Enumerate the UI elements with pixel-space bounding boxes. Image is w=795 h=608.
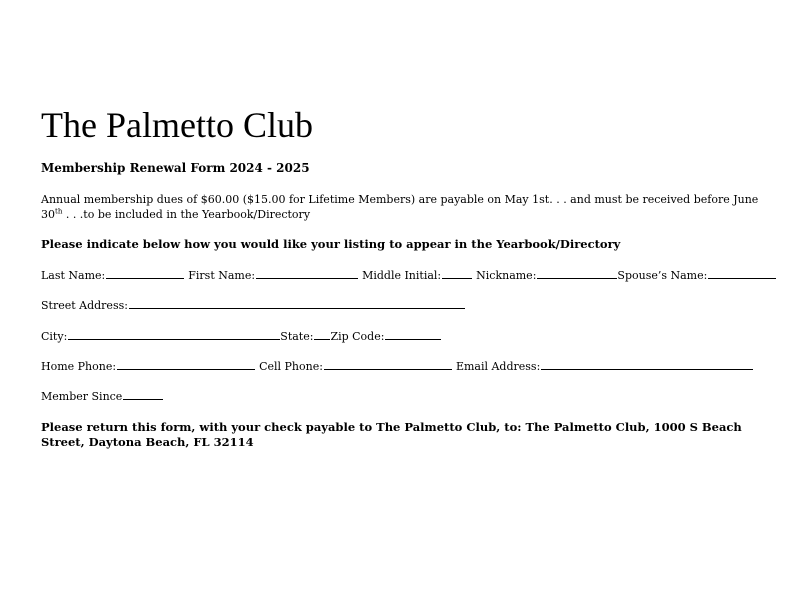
city-field[interactable]: [68, 329, 280, 340]
page-title: The Palmetto Club: [41, 105, 313, 145]
cell-phone-field[interactable]: [324, 359, 452, 370]
first-name-label: First Name:: [188, 269, 256, 282]
cell-phone-label: Cell Phone:: [259, 360, 323, 373]
state-label: State:: [280, 330, 314, 343]
last-name-label: Last Name:: [41, 269, 106, 282]
dues-text-part2: . . .to be included in the Yearbook/Directory: [62, 208, 311, 221]
zip-code-field[interactable]: [385, 329, 441, 340]
member-since-field[interactable]: [123, 389, 163, 400]
names-row: [41, 268, 776, 282]
nickname-label: Nickname:: [476, 269, 537, 282]
listing-instruction: Please indicate below how you would like your listing to appear in the Yearbook/Directory: [41, 237, 621, 251]
email-field[interactable]: [541, 359, 753, 370]
email-label: Email Address:: [455, 360, 541, 373]
home-phone-label: Home Phone:: [41, 360, 117, 373]
home-phone-field[interactable]: [117, 359, 255, 370]
dues-text-part1: Annual membership dues of $60.00 ($15.00 for Lifetime Members) are payable on May 1st. . . and must be received before June 30: [41, 193, 759, 221]
middle-initial-label: Middle Initial:: [362, 269, 442, 282]
street-address-label: Street Address:: [41, 299, 128, 312]
contact-row: [41, 359, 757, 373]
return-instructions: Please return this form, with your check payable to The Palmetto Club, to: The Palmetto Club, 1000 S Beach Street, Daytona Beach, FL 32114: [41, 420, 742, 449]
first-name-field[interactable]: [256, 268, 358, 279]
nickname-field[interactable]: [537, 268, 617, 279]
member-since-label: Member Since: [41, 390, 123, 403]
form-subtitle: Membership Renewal Form 2024 - 2025: [41, 161, 310, 175]
city-label: City:: [41, 330, 68, 343]
dues-paragraph: [41, 192, 771, 222]
zip-code-label: Zip Code:: [330, 330, 385, 343]
spouse-name-field[interactable]: [708, 268, 776, 279]
spouse-name-label: Spouse’s Name:: [617, 269, 708, 282]
dues-superscript: th: [55, 207, 63, 216]
state-field[interactable]: [314, 329, 330, 340]
city-state-zip-row: [41, 329, 445, 343]
member-since-row: [41, 389, 167, 403]
address-row: [41, 298, 469, 312]
street-address-field[interactable]: [129, 298, 465, 309]
last-name-field[interactable]: [106, 268, 184, 279]
middle-initial-field[interactable]: [442, 268, 472, 279]
